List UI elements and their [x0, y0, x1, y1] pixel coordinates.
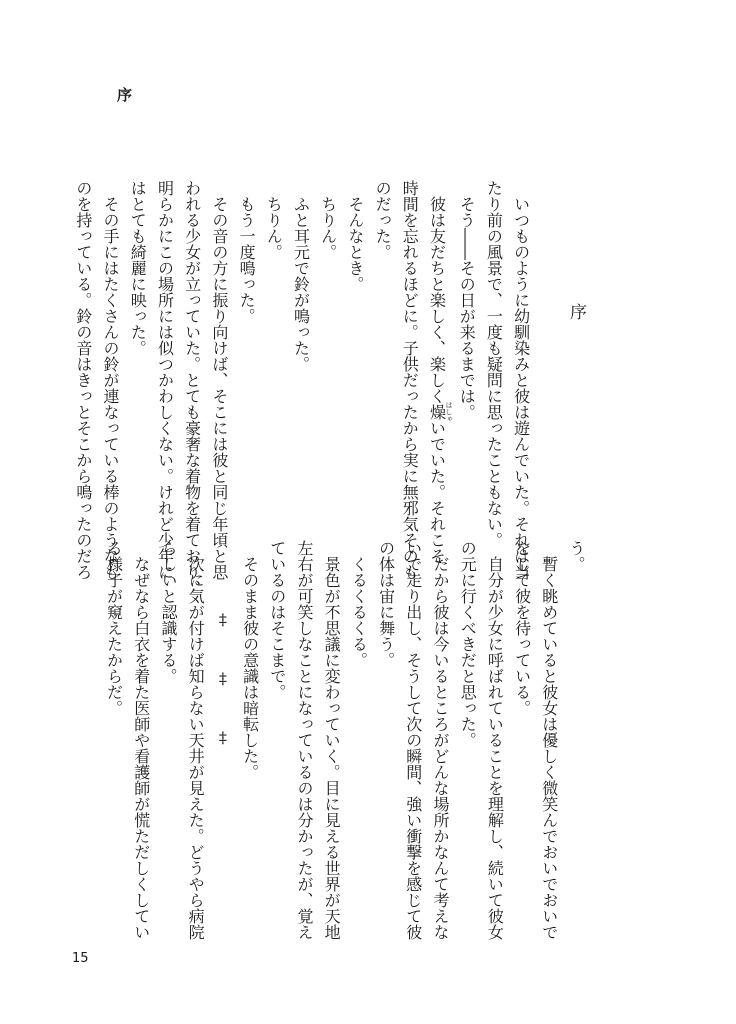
text-line: の元に行くべきだと思った。 — [458, 540, 478, 748]
text-line: なぜなら白衣を着た医師や看護師が慌ただしくしてい — [131, 556, 151, 940]
text-line: いで走り出し、そうして次の瞬間、強い衝撃を感じて彼 — [403, 540, 423, 940]
separator-mark: ‡ — [213, 728, 233, 747]
text-line: はとても綺麗に映った。 — [128, 180, 148, 356]
body-text-upper — [70, 180, 590, 596]
text-line: 明らかにこの場所には似つかわしくない。けれど少年に — [155, 180, 175, 580]
text-line: 時間を忘れるほどに。子供だったから実に無邪気そのも — [400, 180, 420, 580]
text-line: る様子が窺えたからだ。 — [104, 540, 124, 716]
section-separator — [209, 540, 236, 940]
text-line: らしいと認識する。 — [158, 540, 178, 684]
text-line: ちりん。 — [318, 196, 338, 260]
text-line: 左右が可笑しなことになっているのは分かったが、覚え — [294, 540, 314, 940]
text-line: の体は宙に舞う。 — [376, 540, 396, 668]
text-line: 自分が少女に呼ばれていることを理解し、続いて彼女 — [485, 556, 505, 940]
page-number: 15 — [72, 951, 89, 966]
text-line: 暫く眺めていると彼女は優しく微笑んでおいでおいで — [539, 556, 559, 940]
chapter-title: 序 — [566, 303, 586, 320]
text-line: その手にはたくさんの鈴が連なっている棒のようなも — [101, 196, 121, 580]
text-line: 次に気が付けば知らない天井が見えた。どうやら病院 — [186, 556, 206, 940]
text-line: ふと耳元で鈴が鳴った。 — [291, 196, 311, 372]
text-line: をして彼を待っている。 — [512, 540, 532, 716]
text-line: われる少女が立っていた。とても豪奢な着物を着ており、 — [182, 180, 202, 596]
text-line: のを持っている。鈴の音はきっとそこから鳴ったのだろ — [73, 180, 93, 580]
text-line: いつものように幼馴染みと彼は遊んでいた。それは当 — [511, 196, 531, 580]
text-line: その音の方に振り向けば、そこには彼と同じ年頃と思 — [209, 196, 229, 580]
text-line: だから彼は今いるところがどんな場所かなんて考えな — [430, 556, 450, 940]
text-line: う。 — [567, 540, 586, 572]
separator-mark: ‡ — [213, 610, 233, 629]
running-header-title: 序 — [117, 86, 133, 104]
text-line: もう一度鳴った。 — [237, 196, 257, 324]
ruby-annotation: 燥はしゃ — [427, 401, 453, 423]
text-line: そんなとき。 — [345, 196, 365, 292]
chapter-title-line — [562, 180, 590, 596]
text-line: くるくるくる。 — [349, 556, 369, 668]
text-line: そう――その日が来るまでは。 — [457, 196, 477, 420]
text-line: そのまま彼の意識は暗転した。 — [240, 556, 260, 780]
text-line: たり前の風景で、一度も疑問に思ったこともない。 — [484, 180, 504, 548]
body-text-lower — [100, 540, 590, 940]
text-line: ているのはそこまで。 — [267, 540, 287, 700]
text-line: ちりん。 — [264, 196, 284, 260]
text-line: のだった。 — [373, 180, 393, 260]
separator-mark: ‡ — [213, 669, 233, 688]
text-line — [535, 180, 562, 596]
text-line: 彼は友だちと楽しく、楽しく燥はしゃいでいた。それこそ — [427, 196, 453, 564]
text-line: 景色が不思議に変わっていく。目に見える世界が天地 — [322, 556, 342, 940]
